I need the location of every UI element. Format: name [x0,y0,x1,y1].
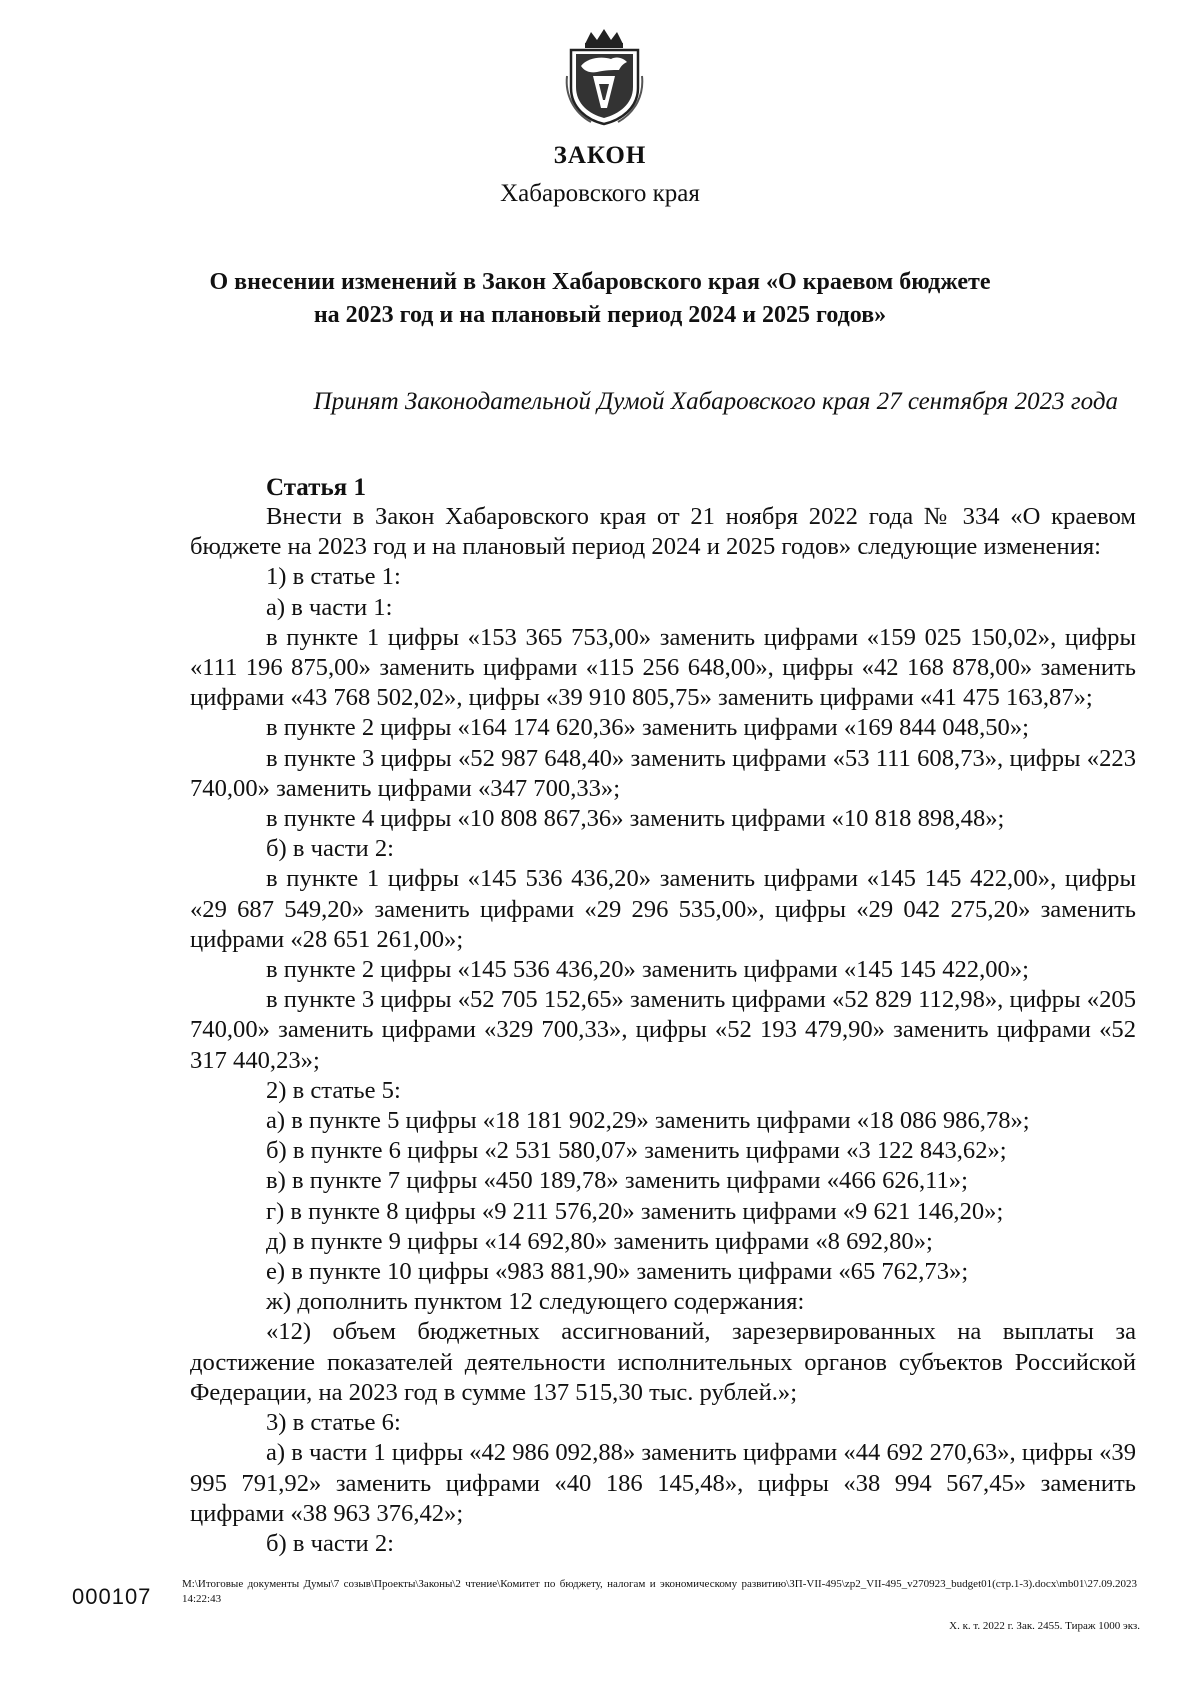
document-number: 000107 [72,1584,152,1609]
paragraph: а) в пункте 5 цифры «18 181 902,29» заменить цифрами «18 086 986,78»; [266,1107,1030,1135]
paragraph: б) в части 2: [266,1529,395,1557]
file-path: M:\Итоговые документы Думы\7 созыв\Проекты\Законы\2 чтение\Комитет по бюджету, налогам и экономическому развитию\ЗП-VII-495\zp2_VII-495_v270923_budget01(стр.1-3).docx\mb01\27.09.2023 14:22:43 [182,1578,1137,1605]
law-title: ЗАКОН [553,142,647,169]
paragraph: в пункте 3 цифры «52 705 152,65» заменить цифрами «52 829 112,98», цифры «205 740,00» заменить цифрами «329 700,33», цифры «52 193 479,90» заменить цифрами «52 317 440,23»; [190,986,1136,1074]
adoption-statement: Принят Законодательной Думой Хабаровского края 27 сентября 2023 года [313,388,1118,415]
paragraph: г) в пункте 8 цифры «9 211 576,20» заменить цифрами «9 621 146,20»; [266,1197,1004,1225]
paragraph: а) в части 1: [266,593,393,621]
paragraph: Внести в Закон Хабаровского края от 21 ноября 2022 года № 334 «О краевом бюджете на 2023 год и на плановый период 2024 и 2025 годов» следующие изменения: [190,503,1136,561]
law-subject-line: на 2023 год и на плановый период 2024 и 2025 годов» [313,302,887,328]
paragraph: в пункте 1 цифры «145 536 436,20» заменить цифрами «145 145 422,00», цифры «29 687 549,20» заменить цифрами «29 296 535,00», цифры «29 042 275,20» заменить цифрами «28 651 261,00»; [190,865,1136,953]
paragraph: «12) объем бюджетных ассигнований, зарезервированных на выплаты за достижение показателей деятельности исполнительных органов субъектов Российской Федерации, на 2023 год в сумме 137 515,30 тыс. рублей.»; [190,1318,1136,1406]
paragraph: в пункте 1 цифры «153 365 753,00» заменить цифрами «159 025 150,02», цифры «111 196 875,00» заменить цифрами «115 256 648,00», цифры «42 168 878,00» заменить цифрами «43 768 502,02», цифры «39 910 805,75» заменить цифрами «41 475 163,87»; [190,623,1136,712]
paragraph: в пункте 4 цифры «10 808 867,36» заменить цифрами «10 818 898,48»; [266,805,1005,833]
paragraph: б) в пункте 6 цифры «2 531 580,07» заменить цифрами «3 122 843,62»; [266,1137,1007,1165]
paragraph: в пункте 3 цифры «52 987 648,40» заменить цифрами «53 111 608,73», цифры «223 740,00» заменить цифрами «347 700,33»; [190,744,1136,802]
khabarovsk-coat-of-arms-icon [557,26,652,126]
paragraph: а) в части 1 цифры «42 986 092,88» заменить цифрами «44 692 270,63», цифры «39 995 791,92» заменить цифрами «40 186 145,48», цифры «38 994 567,45» заменить цифрами «38 963 376,42»; [190,1439,1136,1527]
law-region: Хабаровского края [500,180,700,207]
paragraph: е) в пункте 10 цифры «983 881,90» заменить цифрами «65 762,73»; [266,1258,969,1286]
paragraph: ж) дополнить пунктом 12 следующего содержания: [266,1288,805,1316]
article-body [190,502,1136,1559]
paragraph: в пункте 2 цифры «145 536 436,20» заменить цифрами «145 145 422,00»; [266,956,1029,984]
article-heading: Статья 1 [266,474,366,501]
paragraph: в) в пункте 7 цифры «450 189,78» заменить цифрами «466 626,11»; [266,1167,968,1195]
law-subject-line: О внесении изменений в Закон Хабаровского края «О краевом бюджете [209,269,991,295]
paragraph: д) в пункте 9 цифры «14 692,80» заменить цифрами «8 692,80»; [266,1227,933,1255]
paragraph: 1) в статье 1: [266,563,401,591]
paragraph: в пункте 2 цифры «164 174 620,36» заменить цифрами «169 844 048,50»; [266,714,1029,742]
paragraph: 2) в статье 5: [266,1076,401,1104]
print-info: Х. к. т. 2022 г. Зак. 2455. Тираж 1000 экз. [949,1620,1140,1632]
paragraph: б) в части 2: [266,835,395,863]
paragraph: 3) в статье 6: [266,1409,401,1437]
law-subject [0,266,1200,332]
